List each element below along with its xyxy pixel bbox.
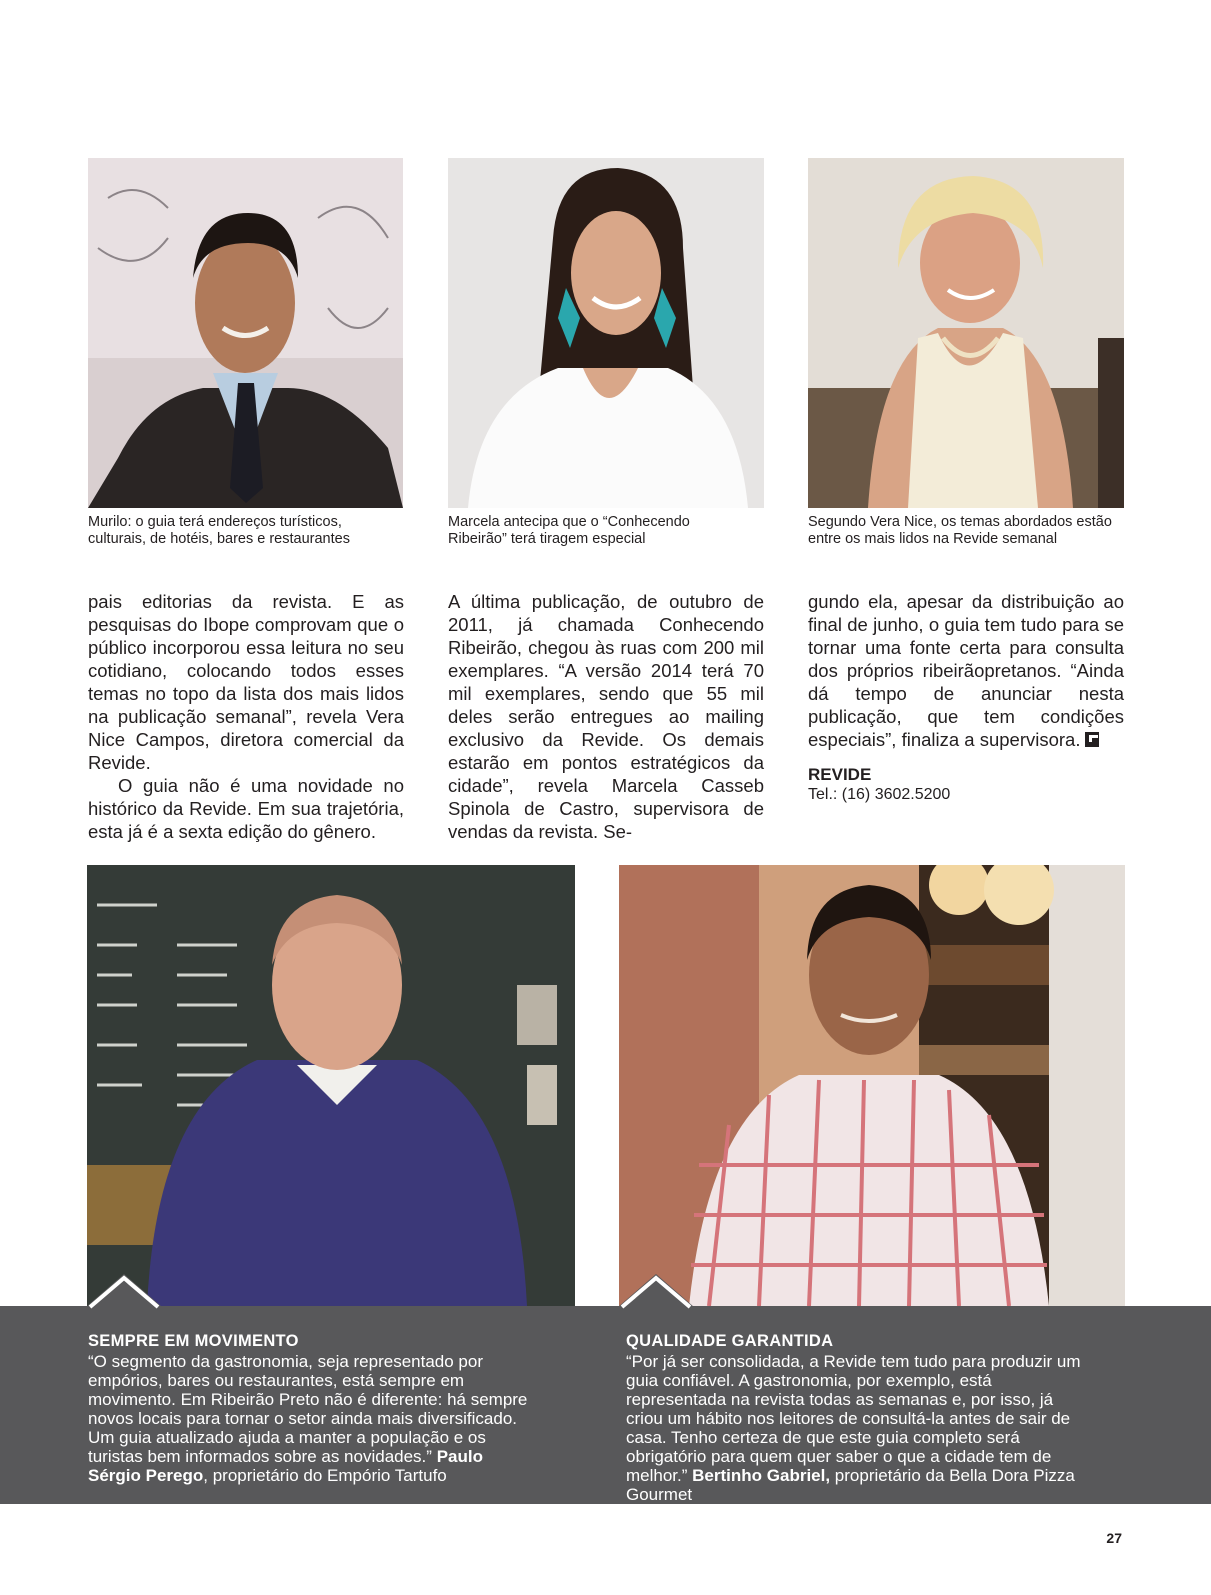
- caption-murilo: Murilo: o guia terá endereços turísticos, culturais, de hotéis, bares e restaurantes: [88, 514, 350, 547]
- col3-paragraph-1: [808, 590, 1124, 751]
- col1-paragraph-2: O guia não é uma novidade no histórico da Revide. Em sua trajetória, esta já é a sexta edição do gênero.: [88, 775, 404, 842]
- photo-murilo: [88, 158, 403, 508]
- quote-text: [626, 1352, 1086, 1504]
- bertinho-image: [619, 865, 1125, 1306]
- murilo-image: [88, 158, 403, 508]
- contact-name: REVIDE: [808, 765, 872, 784]
- caption-marcela: Marcela antecipa que o “Conhecendo Ribeirão” terá tiragem especial: [448, 514, 690, 547]
- quote-author: Paulo Sérgio Perego: [88, 1447, 483, 1485]
- body-column-3: [808, 590, 1124, 805]
- notch-left-icon: [86, 1270, 162, 1310]
- notch-right-icon: [618, 1270, 694, 1310]
- quote-body: “O segmento da gastronomia, seja representado por empórios, bares ou restaurantes, está sempre em movimento. Em Ribeirão Preto não é diferente: há sempre novos locais para tornar o setor ainda mais diversificado. Um guia atualizado ajuda a manter a população e os turistas bem informados sobre as novidades.”: [88, 1352, 528, 1466]
- col1-paragraph-1: pais editorias da revista. E as pesquisas do Ibope comprovam que o público incorporou essa leitura no seu cotidiano, colocando todos esses temas no topo da lista dos mais lidos na publicação semanal”, revela Vera Nice Campos, diretora comercial da Revide.: [88, 591, 404, 773]
- vera-image: [808, 158, 1124, 508]
- photo-paulo: [87, 865, 575, 1306]
- quote-text: [88, 1352, 538, 1485]
- quote-title: SEMPRE EM MOVIMENTO: [88, 1332, 299, 1350]
- quote-paulo: [88, 1332, 538, 1485]
- marcela-image: [448, 158, 764, 508]
- quote-role: , proprietário do Empório Tartufo: [203, 1466, 447, 1485]
- page-number: 27: [1106, 1530, 1122, 1546]
- paulo-image: [87, 865, 575, 1306]
- quote-title: QUALIDADE GARANTIDA: [626, 1332, 834, 1350]
- col3-text: gundo ela, apesar da distribuição ao final de junho, o guia tem tudo para se tornar uma fonte certa para consulta dos próprios ribeirãopretanos. “Ainda dá tempo de anunciar nesta publicação, que tem condições especiais”, finaliza a supervisora.: [808, 591, 1124, 750]
- body-column-1: [88, 590, 404, 843]
- quote-body: “Por já ser consolidada, a Revide tem tudo para produzir um guia confiável. A gastronomia, por exemplo, está representada na revista todas as semanas e, por isso, já criou um hábito nos leitores de consultá-la antes de sair de casa. Tenho certeza de que este guia completo será obrigatório para quem quer saber o que a cidade tem de melhor.”: [626, 1352, 1081, 1485]
- caption-vera: Segundo Vera Nice, os temas abordados estão entre os mais lidos na Revide semanal: [808, 514, 1112, 547]
- photo-bertinho: [619, 865, 1125, 1306]
- col2-paragraph-1: A última publicação, de outubro de 2011, já chamada Conhecendo Ribeirão, chegou às ruas com 200 mil exemplares. “A versão 2014 terá 70 mil exemplares, sendo que 55 mil deles serão entregues ao mailing exclusivo da Revide. Os demais estarão em pontos estratégicos da cidade”, revela Marcela Casseb Spinola de Castro, supervisora de vendas da revista. Se-: [448, 591, 764, 842]
- revide-end-mark-icon: [1085, 732, 1099, 747]
- quote-author: Bertinho Gabriel,: [692, 1466, 831, 1485]
- photo-marcela: [448, 158, 764, 508]
- photo-vera: [808, 158, 1124, 508]
- quote-role: proprietário da Bella Dora Pizza Gourmet: [626, 1466, 1075, 1504]
- contact-tel: Tel.: (16) 3602.5200: [808, 786, 951, 803]
- body-column-2: [448, 590, 764, 843]
- quote-bertinho: [626, 1332, 1086, 1504]
